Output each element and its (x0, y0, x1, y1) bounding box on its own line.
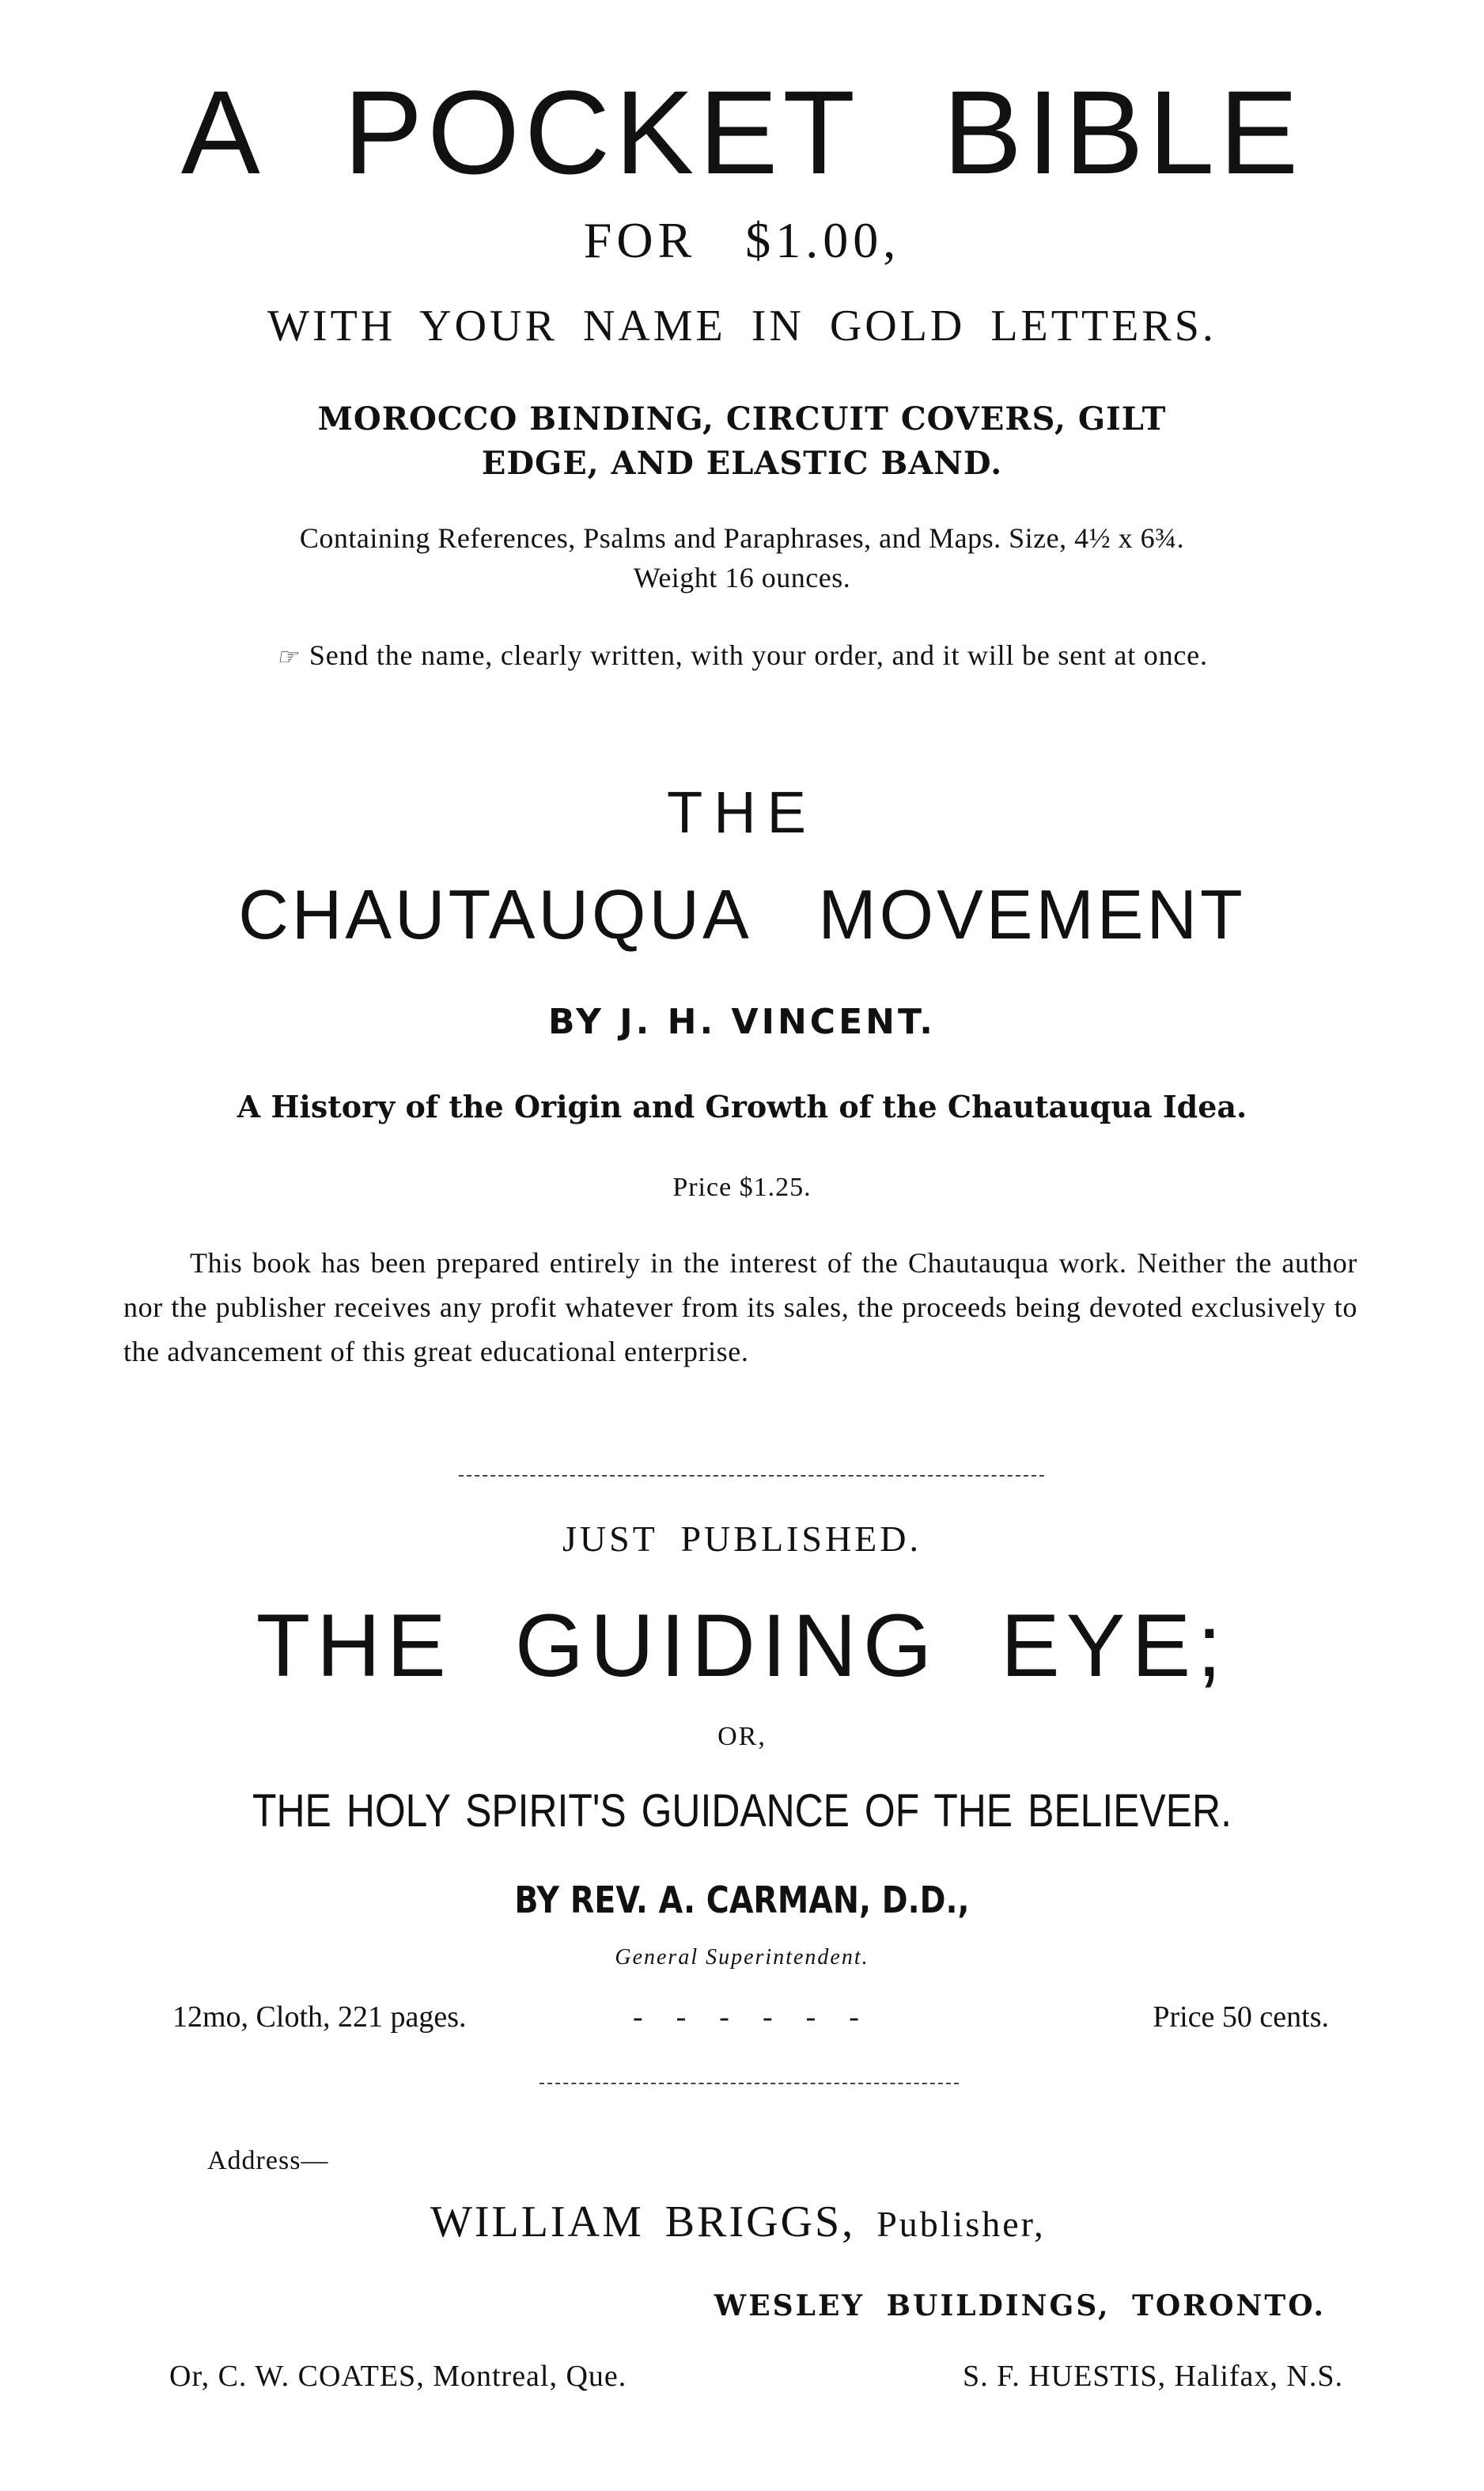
pointing-hand-icon: ☞ (276, 644, 298, 670)
pocket-bible-price: FOR $1.00, (583, 212, 901, 268)
guiding-eye-subtitle: THE HOLY SPIRIT'S GUIDANCE OF THE BELIEVER. (252, 1785, 1232, 1837)
section-divider-1 (459, 1475, 1044, 1477)
chautauqua-price: Price $1.25. (672, 1173, 812, 1202)
gold-letters-line: WITH YOUR NAME IN GOLD LETTERS. (267, 301, 1217, 351)
publisher-address: WESLEY BUILDINGS, TORONTO. (714, 2289, 1326, 2322)
binding-line-1: MOROCCO BINDING, CIRCUIT COVERS, GILT (317, 400, 1167, 438)
alternate-address-montreal: Or, C. W. COATES, Montreal, Que. (169, 2360, 627, 2393)
just-published-label: JUST PUBLISHED. (562, 1518, 922, 1559)
chautauqua-title: CHAUTAUQUA MOVEMENT (238, 875, 1246, 954)
guiding-eye-author-role: General Superintendent. (615, 1945, 869, 1970)
guiding-eye-price: Price 50 cents. (1153, 2000, 1329, 2034)
publisher-line (430, 2197, 1046, 2246)
chautauqua-description: This book has been prepared entirely in the interest of the Chautauqua work. Neither the author nor the publisher receives any profit whatever from its sales, the proceeds being devoted exclusively to the advancement of this great educational enterprise. (123, 1247, 1357, 1367)
publisher-role: Publisher, (876, 2204, 1046, 2244)
section-divider-2 (539, 2083, 959, 2084)
guiding-eye-or: OR, (717, 1722, 767, 1751)
address-label: Address— (207, 2146, 329, 2175)
contents-line-1: Containing References, Psalms and Paraphrases, and Maps. Size, 4½ x 6¾. (299, 522, 1185, 554)
order-note (0, 641, 1484, 669)
chautauqua-subtitle: A History of the Origin and Growth of the Chautauqua Idea. (237, 1089, 1247, 1124)
binding-line-2: EDGE, AND ELASTIC BAND. (481, 445, 1003, 482)
guiding-eye-leader-dashes: ------ (633, 2000, 892, 2034)
chautauqua-author: BY J. H. VINCENT. (547, 1002, 937, 1042)
alternate-address-halifax: S. F. HUESTIS, Halifax, N.S. (963, 2360, 1343, 2393)
contents-line-2: Weight 16 ounces. (633, 562, 851, 593)
publisher-name: WILLIAM BRIGGS, (430, 2197, 856, 2246)
chautauqua-the: THE (667, 779, 817, 845)
guiding-eye-title: THE GUIDING EYE; (256, 1596, 1228, 1695)
pocket-bible-title: A POCKET BIBLE (180, 66, 1304, 199)
order-note-text: Send the name, clearly written, with your order, and it will be sent at once. (309, 639, 1208, 671)
guiding-eye-format: 12mo, Cloth, 221 pages. (172, 2000, 467, 2034)
guiding-eye-author: BY REV. A. CARMAN, D.D., (514, 1879, 970, 1921)
